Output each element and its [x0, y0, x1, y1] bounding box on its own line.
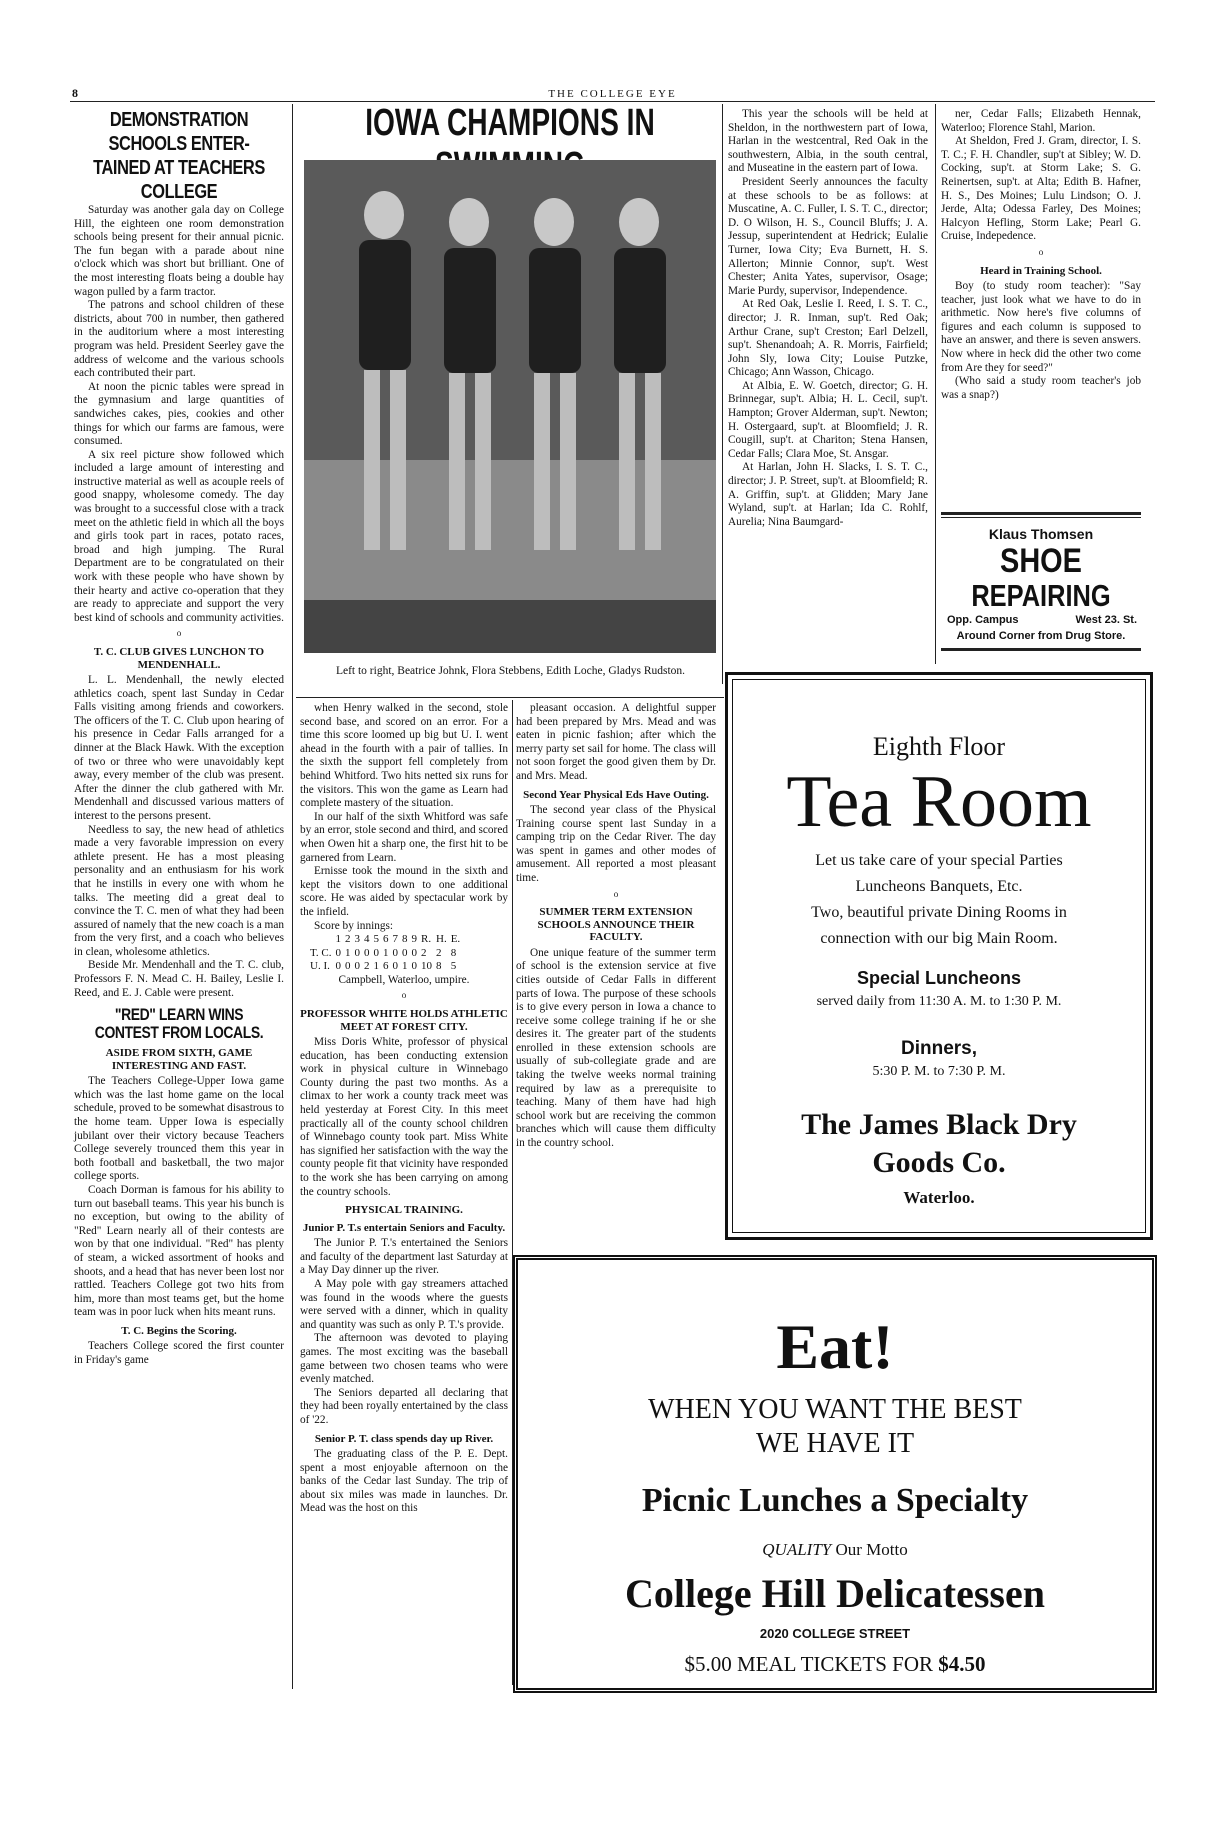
score-cell: 0 [392, 960, 398, 973]
paragraph: The Seniors departed all declaring that they had been royally entertained by the class of '22. [300, 1386, 508, 1426]
paragraph: At Sheldon, Fred J. Gram, director, I. S. T. C.; F. H. Chandler, sup't at Sibley; W. D. Cocking, sup't. at Storm Lake; S. G. Reinertsen, sup't. at Alta; Edith B. Hafner, H. S., Des Moines; Lulu Lindson; O. J. Jerde, Alta; Odessa Farley, Des Moines; Halcyon Hefling, Storm Lake; Pearl G. Cruise, Indepedence. [941, 135, 1141, 243]
tea-ad-dinners: Dinners, [900, 1038, 978, 1059]
headline-physical-training: PHYSICAL TRAINING. [345, 1204, 463, 1217]
score-cell: 5 [373, 933, 379, 946]
deli-ad-line2: WE HAVE IT [755, 1428, 915, 1459]
article-second-year [516, 804, 716, 886]
score-row [308, 960, 462, 974]
column-4 [728, 108, 928, 529]
paragraph: The afternoon was devoted to playing games. The most exciting was the baseball game between two chosen teams who were evenly matched. [300, 1332, 508, 1386]
score-row [308, 947, 462, 961]
headline-training-school: Heard in Training School. [980, 264, 1102, 277]
score-cell: 8 [402, 933, 408, 946]
headline-summer-term: SUMMER TERM EXTENSION SCHOOLS ANNOUNCE THEIR FACULTY. [537, 906, 695, 944]
paragraph: In our half of the sixth Whitford was safe by an error, stole second and third, and scored when Owen hit a sharp one, the first hit to be garnered from Learn. [300, 810, 508, 864]
article-senior-pt [300, 1448, 508, 1516]
article-extension-faculty [728, 108, 928, 529]
photo-caption: Left to right, Beatrice Johnk, Flora Stebbens, Edith Loche, Gladys Rudston. [335, 665, 686, 677]
paragraph: President Seerly announces the faculty at these schools to be as follows: at Muscatine, A. C. Fuller, I. S. T. C., director; D. O Wilson, H. S., Council Bluffs; J. A. Jessup, superintendent at Hedrick; Eulalie Turner, Iowa City; Eva Burnett, H. S. Allerton; Minnie Connor, sup't. West Chester; Anita Yates, supervisor, Osage; Marie Purdy, supervisor, Independence. [728, 175, 928, 297]
score-cell: 1 [402, 960, 408, 973]
column-rule [935, 104, 936, 664]
score-cell: 0 [364, 946, 370, 959]
paragraph: At Harlan, John H. Slacks, I. S. T. C., director; J. P. Street, sup't. at Bloomfield; R. A. Griffin, sup't. at Glidden; Mary Jane Wyland, sup't. at Harlan; Ida C. Rohlf, Aurelia; Nina Baumgard- [728, 461, 928, 528]
article-faculty-continued [941, 108, 1141, 244]
score-cell: 0 [335, 960, 341, 973]
paragraph: The Junior P. T.'s entertained the Seniors and faculty of the department last Saturday at a May Day dinner up the river. [300, 1237, 508, 1277]
photo-rule [296, 697, 724, 698]
deli-ad-name: College Hill Delicatessen [625, 1571, 1045, 1616]
paragraph: Teachers College scored the first counter in Friday's game [74, 1340, 284, 1367]
photo-headline: IOWA CHAMPIONS IN [365, 102, 655, 144]
score-cell: 1 [335, 933, 341, 946]
paragraph: At noon the picnic tables were spread in the gymnasium and large quantities of sandwiches cakes, pies, cookies and other things for which our farms are famous, were consumed. [74, 380, 284, 448]
paragraph: (Who said a study room teacher's job was a snap?) [941, 375, 1141, 401]
paragraph: This year the schools will be held at Sheldon, in the northwestern part of Iowa, Harlan in the westcentral, Red Oak in the southwestern, Albia, in the south central, and Museatine in the eastern part of Iowa. [728, 108, 928, 175]
column-rule [292, 104, 293, 1689]
paragraph: The graduating class of the P. E. Dept. spent a most enjoyable afternoon on the banks of the Cedar last Sunday. The trip of about six miles was made in launches. Dr. Mead was the host on this [300, 1448, 508, 1515]
tea-ad-city: Waterloo. [903, 1188, 975, 1207]
separator: o [1038, 246, 1044, 257]
score-table [308, 933, 462, 974]
score-cell [308, 933, 334, 947]
tea-ad-title: Tea Room [786, 761, 1092, 843]
page-number: 8 [72, 86, 78, 100]
score-cell: 8 [450, 946, 457, 959]
column-5 [941, 108, 1141, 402]
score-cell: 10 [421, 960, 432, 973]
tea-ad-dinners-time: 5:30 P. M. to 7:30 P. M. [872, 1064, 1006, 1079]
score-cell: 0 [345, 960, 351, 973]
score-cell: 1 [383, 946, 389, 959]
paragraph: ner, Cedar Falls; Elizabeth Hennak, Waterloo; Florence Stahl, Marion. [941, 108, 1141, 134]
article-tc-club [74, 674, 284, 1000]
article-picnic-continued [516, 702, 716, 784]
tea-ad-line2: Luncheons Banquets, Etc. [855, 878, 1023, 895]
paragraph: One unique feature of the summer term of school is the extension service at five cities outside of Cedar Falls in different parts of Iowa. The purpose of these schools is to give every person in Iowa a chance to receive some college training if he or she desires it. The greater part of the students enrolled in these extension schools are usually of sub-collegiate grade and are taking the twelve weeks normal training required by law as a prerequisite to teaching. Many of them have had high school work but are receiving the common branches which will cause them difficulty in the country school. [516, 946, 716, 1150]
deli-ad-tickets-price: $4.50 [938, 1652, 986, 1676]
deli-ad-tickets [518, 1652, 1152, 1677]
score-cell: 2 [436, 946, 442, 959]
headline-demonstration: DEMONSTRATION SCHOOLS ENTER-TAINED AT TEACHERS COLLEGE [93, 109, 265, 203]
tea-ad-line4: connection with our big Main Room. [820, 930, 1058, 947]
column-2 [300, 702, 508, 1516]
ad-delicatessen [513, 1255, 1157, 1693]
tea-ad-top: Eighth Floor [872, 732, 1006, 761]
separator: o [613, 888, 619, 899]
ad-shoe-repair [941, 512, 1141, 662]
paragraph: The patrons and school children of these districts, about 700 in number, then gathered in the auditorium where a most interesting program was held. President Seerley gave the address of welcome and the various schools each contributed their part. [74, 299, 284, 380]
tea-ad-line3: Two, beautiful private Dining Rooms in [811, 904, 1067, 921]
paragraph: when Henry walked in the second, stole second base, and scored on an error. For a time this score loomed up big but U. I. went ahead in the fourth with a pair of tallies. In the sixth the support fell completely from behind Whitford. Two hits netted six runs for the visitors. This won the game as Learn had complete mastery of the situation. [300, 702, 508, 810]
shoe-ad-location: Opp. Campus [947, 614, 1019, 626]
headline-professor-white: PROFESSOR WHITE HOLDS ATHLETIC MEET AT FOREST CITY. [300, 1008, 508, 1033]
paragraph: Coach Dorman is famous for his ability to turn out baseball teams. This year his bunch is no exception, but owing to the ability of "Red" Learn nearly all of their contests are won by that one individual. "Red" has plenty of steam, a wicked assortment of hooks and shoots, and a head that has never been lost nor rattled. Teachers College got two hits from him, more than most teams get, but the home team was in poor luck when hits meant runs. [74, 1184, 284, 1319]
tea-ad-special: Special Luncheons [856, 968, 1022, 988]
article-baseball-continued [300, 702, 508, 920]
article-red-learn [74, 1075, 284, 1320]
subhead-junior-pts: Junior P. T.s entertain Seniors and Faculty. [302, 1221, 506, 1234]
tea-ad-line1: Let us take care of your special Parties [815, 852, 1063, 869]
score-cell: 2 [421, 946, 427, 959]
separator: o [176, 628, 182, 639]
shoe-ad-street: West 23. St. [1075, 614, 1137, 626]
paragraph: pleasant occasion. A delightful supper had been prepared by Mrs. Mead and was eaten in picnic fashion; after which the merry party set sail for home. The class will not soon forget the good given them by Dr. and Mrs. Mead. [516, 702, 716, 782]
score-cell: 0 [354, 960, 360, 973]
column-1 [74, 108, 284, 1368]
umpire-line: Campbell, Waterloo, umpire. [338, 973, 470, 986]
score-cell: E. [450, 933, 461, 946]
deli-ad-motto-text: Our Motto [835, 1540, 908, 1559]
article-training-school [941, 280, 1141, 402]
article-summer-term [516, 947, 716, 1151]
score-cell: 0 [354, 946, 360, 959]
paragraph: Saturday was another gala day on College Hill, the eighteen one room demonstration schools being present for their annual picnic. The fun began with a parade about nine o'clock which was short but brilliant. One of the most interesting floats being a double hay wagon pulled by a farm tractor. [74, 204, 284, 298]
score-cell: 0 [411, 946, 417, 959]
deli-ad-line1: WHEN YOU WANT THE BEST [648, 1394, 1022, 1425]
deli-ad-eat: Eat! [776, 1311, 894, 1382]
score-cell: 7 [392, 933, 398, 946]
deli-ad-street: 2020 COLLEGE STREET [759, 1626, 911, 1641]
score-label: Score by innings: [314, 919, 394, 932]
shoe-ad-line1: SHOE [1000, 542, 1082, 580]
score-cell: T. C. [310, 946, 332, 959]
score-cell: 6 [383, 933, 389, 946]
paragraph: At Red Oak, Leslie I. Reed, I. S. T. C., director; J. R. Inman, sup't. Red Oak; Arthur Crane, sup't Creston; Earl Delzell, sup't. Shenandoah; A. R. Morris, Fairfield; John Sly, Iowa City; Louise Putzke, Chicago; Ann Wasson, Chicago. [728, 298, 928, 379]
paragraph: Ernisse took the mound in the sixth and kept the visitors down to one additional score. He was aided by spectacular work by the infield. [300, 865, 508, 918]
masthead: THE COLLEGE EYE [548, 88, 677, 100]
ad-tea-room [725, 672, 1153, 1240]
paragraph: L. L. Mendenhall, the newly elected athletics coach, spent last Sunday in Cedar Falls visiting among friends and coworkers. The officers of the T. C. Club upon hearing of his presence in Cedar Falls arranged for a dinner at the Black Hawk. With the exception of two or three who were unavoidably kept away, every member of the club was present. After the dinner the club gathered with Mr. Mendenhall and discussed various matters of interest to the persons present. [74, 674, 284, 822]
shoe-ad-name: Klaus Thomsen [988, 526, 1094, 542]
score-cell: 9 [411, 933, 417, 946]
headline-red-learn: "RED" LEARN WINS CONTEST FROM LOCALS. [94, 1005, 264, 1043]
score-cell: 3 [354, 933, 360, 946]
tea-ad-store2: Goods Co. [872, 1146, 1006, 1179]
subhead-tc-begins: T. C. Begins the Scoring. [121, 1324, 237, 1337]
paragraph: At Albia, E. W. Goetch, director; G. H. Brinnegar, sup't. Albia; H. L. Cecil, sup't. Hampton; Grover Alderman, sup't. Newton; H. Ostergaard, sup't. at Bloomfield; J. R. Cougill, sup't. at Chariton; Stena Hansen, Cedar Falls; Clara Moe, St. Ansgar. [728, 379, 928, 460]
score-cell: H. [436, 933, 447, 946]
score-cell: U. I. [310, 960, 330, 973]
paragraph: Beside Mr. Mendenhall and the T. C. club, Professors F. N. Mead C. H. Bailey, Leslie I. Reed, and E. J. Cable were present. [74, 959, 284, 999]
score-cell: 0 [411, 960, 417, 973]
subhead-senior-pt: Senior P. T. class spends day up River. [314, 1432, 494, 1445]
score-cell: R. [421, 933, 432, 946]
article-physical-training [300, 1237, 508, 1427]
score-cell: 0 [392, 946, 398, 959]
score-cell: 6 [383, 960, 389, 973]
tea-ad-special-time: served daily from 11:30 A. M. to 1:30 P. M. [816, 994, 1062, 1009]
column-rule [722, 104, 723, 684]
paragraph: A six reel picture show followed which included a large amount of interesting and instructive material as well as acouple reels of good snappy, wholesome comedy. The day was brought to a successful close with a track meet on the athletic field in which all the boys and girls took part in races, potato races, broad and high jumping. The Rural Department are to be congratulated on their work with these people who have shown by their hearty and active co-operation that they are ready to appreciate and support the very best kind of schools and community activities. [74, 448, 284, 624]
score-cell: 0 [402, 946, 408, 959]
paragraph: The Teachers College-Upper Iowa game which was the last home game on the local schedule, proved to be somewhat disastrous to the home team. Upper Iowa is especially jubilant over their victory because Teachers College severely trounced them this year in both football and basketball, the two major college sports. [74, 1075, 284, 1183]
paragraph: A May pole with gay streamers attached was found in the woods where the guests were served with a dinner, which in quality and quantity was such as only P. T.'s provide. [300, 1277, 508, 1331]
paragraph: Boy (to study room teacher): "Say teacher, just look what we have to do in arithmetic. Now here's five columns of figures and each column is supposed to have an answer, and there is seven answers. Now where in heck did the other two come from Are they for seed?" [941, 280, 1141, 374]
score-cell: 2 [345, 933, 351, 946]
score-cell: 2 [364, 960, 370, 973]
separator: o [401, 990, 407, 1001]
article-tc-begins [74, 1340, 284, 1367]
score-cell: 8 [436, 960, 442, 973]
deli-ad-motto [518, 1540, 1152, 1560]
article-demonstration [74, 204, 284, 625]
paragraph: Miss Doris White, professor of physical education, has been conducting extension work in physical culture in Winnebago County during the past two months. As a climax to her work a county track meet was held yesterday at Forest City. In this meet practically all of the county school children of Winnebago county took part. Miss White has signified her satisfaction with the way the county people fit that vicinity have responded to the work she has been carrying on among the country schools. [300, 1036, 508, 1198]
headline-second-year: Second Year Physical Eds Have Outing. [523, 788, 709, 801]
article-professor-white [300, 1036, 508, 1199]
score-cell: 1 [345, 946, 351, 959]
deli-ad-motto-quality: QUALITY [762, 1540, 832, 1559]
score-cell: 0 [335, 946, 341, 959]
deli-ad-tickets-text: $5.00 MEAL TICKETS FOR [684, 1652, 933, 1676]
tea-ad-store1: The James Black Dry [801, 1108, 1077, 1141]
score-cell: 5 [450, 960, 457, 973]
score-row [308, 933, 462, 947]
swimmers-photo [304, 160, 716, 653]
paragraph: The second year class of the Physical Training course spent last Sunday in a camping trip on the Cedar River. The day was spent in games and other modes of amusement. All reported a most pleasant time. [516, 804, 716, 885]
shoe-ad-directions: Around Corner from Drug Store. [956, 630, 1126, 642]
headline-tc-club: T. C. CLUB GIVES LUNCHON TO MENDENHALL. [93, 646, 265, 671]
shoe-ad-line2: REPAIRING [971, 578, 1111, 613]
deli-ad-picnic: Picnic Lunches a Specialty [641, 1482, 1029, 1519]
subhead-aside-from-sixth: ASIDE FROM SIXTH, GAME INTERESTING AND FAST. [105, 1047, 253, 1072]
score-cell: 4 [364, 933, 370, 946]
score-cell: 1 [373, 960, 379, 973]
column-3 [516, 702, 716, 1151]
paragraph: Needless to say, the new head of athletics made a very favorable impression on every athlete present. He has a most pleasing personality and an enthusiasm for his work that he instills in every one with whom he talks. The meeting did a great deal to convince the T. C. men of what they had been assured of namely that the new coach is a man from the very first, and a coach who believes in clean, wholesome athletics. [74, 823, 284, 958]
score-cell: 0 [373, 946, 379, 959]
